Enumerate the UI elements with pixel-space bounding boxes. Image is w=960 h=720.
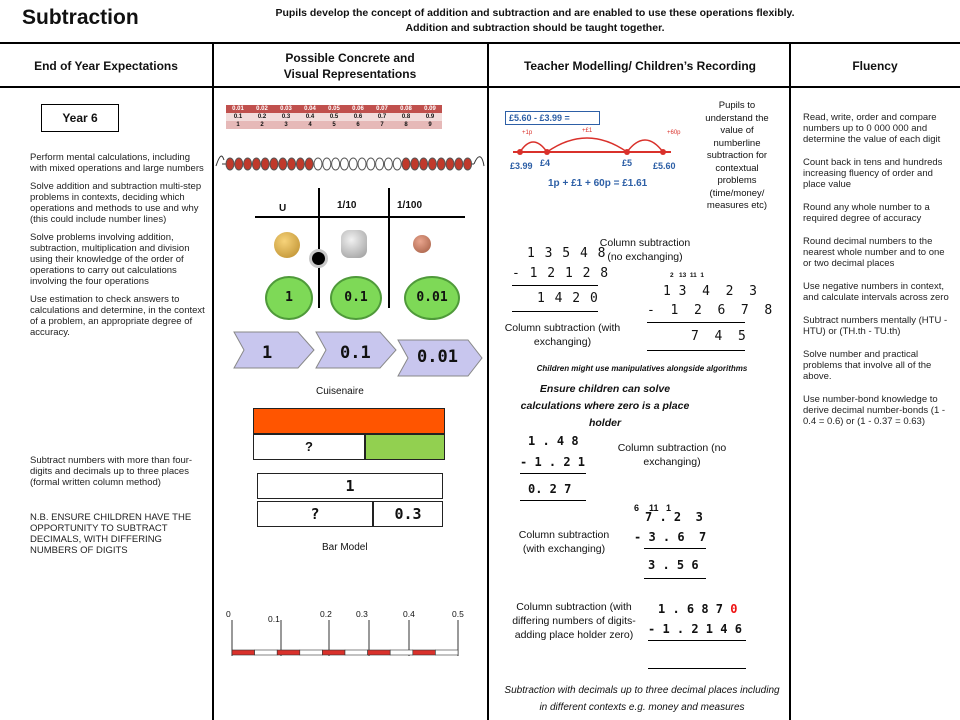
expectation-item: Perform mental calculations, including with mixed operations and large numbers [30,152,204,174]
bead [252,158,260,170]
calc3-ans: 0. 2 7 [528,482,572,496]
column-divider-1 [212,44,214,720]
decimals-note: Subtraction with decimals up to three decimal places including in different contexts e.g. money and measures [504,685,780,713]
bead [437,158,445,170]
calc2-carry: 2 13 11 1 [670,272,704,279]
bead [411,158,419,170]
calc1-top: 1 3 5 4 8 [527,246,607,261]
arrow-card-tenth: 0.1 [340,343,371,363]
intro-text: Pupils develop the concept of addition and subtraction and are enabled to use these operations flexibly. Addition and subtraction should be taught together. [275,7,795,34]
point-label: £5.60 [653,161,676,171]
expectations-list [30,152,206,345]
bead [455,158,463,170]
nl-tick-3: 0.3 [356,609,368,619]
ten-pence-coin-icon [341,230,367,258]
manipulatives-note: Children might use manipulatives alongside algorithms [536,364,748,373]
bar-model-whole: 1 [257,473,443,499]
arrow-card-one: 1 [262,343,273,363]
bead [288,158,296,170]
number-line-segment [255,650,278,655]
fluency-item: Solve number and practical problems that involve all of the above. [803,349,932,382]
counter-one: 1 [265,276,313,320]
calc3-line [520,500,586,501]
bead [349,158,357,170]
jump-label: +1p [522,130,533,136]
calc4-label: Column subtraction (with exchanging) [518,529,610,555]
nl-tick-5: 0.5 [452,609,464,619]
cuisenaire-unknown-rod: ? [253,434,365,460]
calc2-line [647,322,745,323]
fluency-list [803,112,953,439]
calc4-ans: 3 . 5 6 [648,558,699,572]
bead [384,158,392,170]
nl-tick-0: 0 [226,609,231,619]
bead [279,158,287,170]
header-divider [0,86,960,88]
number-line-segment [277,650,300,655]
jump-label: +60p [667,130,681,136]
bead [376,158,384,170]
calc3-top: 1 . 4 8 [528,434,579,448]
calc5-top: 1 . 6 8 7 0 [658,602,738,616]
expectation-note: N.B. ENSURE CHILDREN HAVE THE OPPORTUNITY TO SUBTRACT DECIMALS, WITH DIFFERING NUMBERS OF DIGITS [30,512,192,556]
pv-label-units: U [279,203,287,214]
bead [340,158,348,170]
expectation-item: Use estimation to check answers to calculations and determine, in the context of a problem, an appropriate degree of accuracy. [30,294,205,338]
calc2-ans: 7 4 5 [691,329,746,344]
fluency-item: Use number-bond knowledge to derive decimal number-bonds (1 - 0.4 = 0.6) or (1 - 0.37 = 0.63) [803,394,946,427]
cuisenaire-whole-rod [253,408,445,434]
calc2-top: 1 3 4 2 3 [663,284,757,299]
counter-tenth: 0.1 [330,276,382,320]
bead [464,158,472,170]
col-head-modelling: Teacher Modelling/ Children’s Recording [523,59,757,73]
calc4-top: 7 . 2 3 [645,510,703,524]
calc5-line [648,640,746,641]
number-line-segment [413,650,436,655]
bead [332,158,340,170]
arrow-card-hundredth: 0.01 [417,347,458,367]
fluency-item: Read, write, order and compare numbers up to 0 000 000 and determine the value of each digit [803,112,941,145]
pv-label-tenths: 1/10 [337,200,357,211]
calc4-carry: 6 11 1 [634,503,672,513]
col-head-expectations: End of Year Expectations [34,59,178,73]
calc2-label: Column subtraction (with exchanging) [504,322,621,348]
point-label: £3.99 [510,161,533,171]
penny-coin-icon [413,235,431,253]
expectation-item: Solve addition and subtraction multi-step problems in contexts, deciding which operations and methods to use and why (this could include number lines) [30,181,202,225]
bead [393,158,401,170]
calc1-ans: 1 4 2 0 [537,291,599,306]
bead [358,158,366,170]
bead [235,158,243,170]
money-equation: £5.60 - £3.99 = [505,111,600,125]
calc1-line [512,311,598,312]
bead [323,158,331,170]
column-divider-3 [789,44,791,720]
bead [367,158,375,170]
calc5-sub: - 1 . 2 1 4 6 [648,622,742,636]
bar-model-label: Bar Model [322,542,368,553]
calc4-line [644,578,706,579]
counter-hundredth: 0.01 [404,276,460,320]
expectation-formal: Subtract numbers with more than four-digits and decimals up to three places (formal written column method) [30,455,193,488]
calc1-line [512,285,598,286]
calc3-sub: - 1 . 2 1 [520,455,586,469]
fluency-item: Use negative numbers in context, and calculate intervals across zero [803,281,949,303]
zero-note: Ensure children can solve calculations where zero is a place holder [520,383,690,429]
decimal-number-line [226,620,471,660]
number-line-segment [390,650,413,655]
pound-coin-icon [274,232,300,258]
number-line-segment [232,650,255,655]
bead [428,158,436,170]
bead [305,158,313,170]
col-head-fluency: Fluency [852,59,898,73]
number-line-segment [345,650,368,655]
number-line-segment [322,650,345,655]
number-line-segment [368,650,391,655]
calc3-line [520,473,586,474]
calc5-line [648,668,746,669]
fluency-item: Round any whole number to a required degree of accuracy [803,202,930,224]
bead [402,158,410,170]
bead [226,158,234,170]
page-title: Subtraction [22,6,139,29]
calc2-line [647,350,745,351]
pv-col-line [318,188,320,308]
calc1-sub: - 1 2 1 2 8 [512,266,610,281]
top-divider [0,42,960,44]
bead [296,158,304,170]
calc3-label: Column subtraction (no exchanging) [617,442,727,468]
bar-model-part: 0.3 [373,501,443,527]
decimal-point-icon [309,249,328,268]
point-label: £5 [622,158,633,168]
numberline-note: Pupils to understand the value of numberline subtraction for contextual problems (time/money/ measures etc) [705,100,769,211]
bead [314,158,322,170]
jump-label: +£1 [582,128,593,134]
bead [244,158,252,170]
pv-row-line [255,216,465,218]
point-label: £4 [540,158,551,168]
nl-tick-2: 0.2 [320,609,332,619]
calc5-label: Column subtraction (with differing numbers of digits-adding place holder zero) [512,601,636,641]
money-result: 1p + £1 + 60p = £1.61 [548,178,648,189]
number-line-segment [300,650,323,655]
calc2-sub: - 1 2 6 7 8 [647,303,773,318]
nl-tick-1: 0.1 [268,614,280,624]
pv-label-hundredths: 1/100 [397,200,423,211]
cuisenaire-label: Cuisenaire [316,386,364,397]
fluency-item: Subtract numbers mentally (HTU - HTU) or (TH.th - TU.th) [803,315,948,337]
column-divider-2 [487,44,489,720]
calc4-line [644,548,706,549]
bead [446,158,454,170]
cuisenaire-part-rod [365,434,445,460]
year-badge: Year 6 [41,104,119,132]
bead [261,158,269,170]
bead [420,158,428,170]
calc1-label: Column subtraction (no exchanging) [599,237,691,263]
pv-col-line [388,188,390,308]
number-line-segment [435,650,458,655]
placeholder-zero: 0 [730,602,738,616]
fluency-item: Round decimal numbers to the nearest whole number and to one or two decimal places [803,236,945,269]
col-head-representations: Possible Concrete and Visual Representations [283,51,417,81]
bead-string [212,152,487,176]
bead [270,158,278,170]
bar-model-unknown: ? [257,501,373,527]
nl-tick-4: 0.4 [403,609,415,619]
calc4-sub: - 3 . 6 7 [634,530,707,544]
fluency-item: Count back in tens and hundreds increasing fluency of order and place value [803,157,943,190]
decimal-chart: 0.01 0.02 0.03 0.04 0.05 0.06 0.07 0.08 0.09 0.1 0.2 0.3 0.4 0.5 0.6 0.7 0.8 0.9 1 2 3 4 5 6 7 8 9 [226,105,442,129]
expectation-item: Solve problems involving addition, subtraction, multiplication and division using their knowledge of the order of operations to carry out calculations involving the four operations [30,232,190,287]
